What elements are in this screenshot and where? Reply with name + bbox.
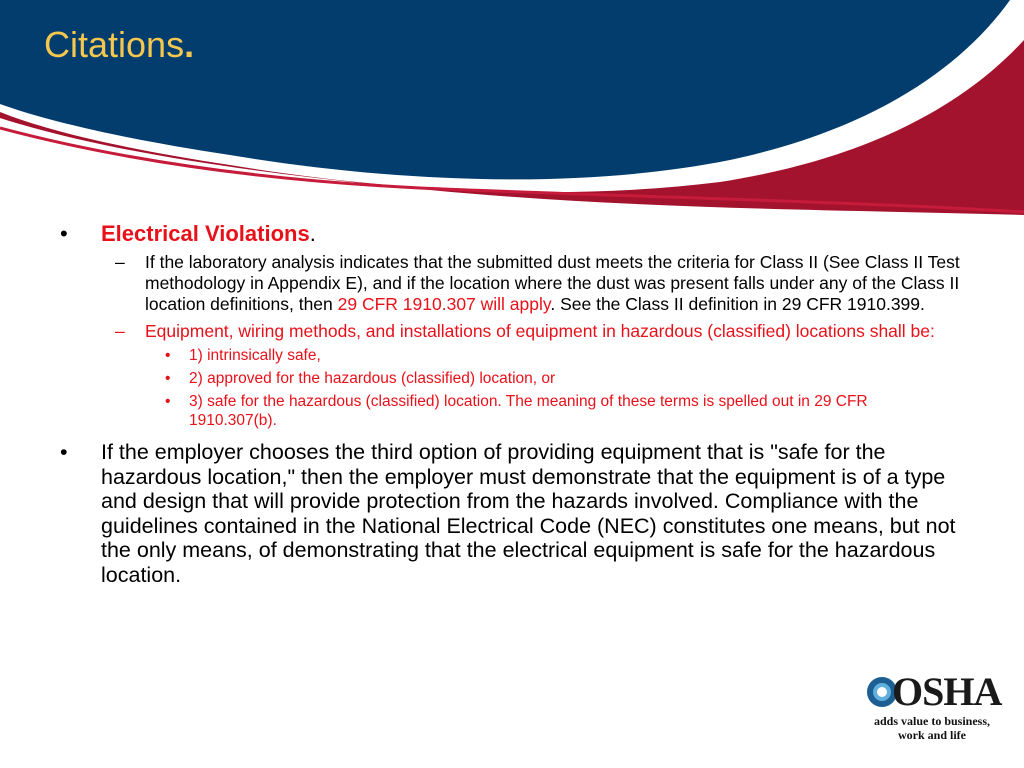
slide-title-text: Citations xyxy=(44,24,185,65)
dash-marker: – xyxy=(115,321,125,341)
sub-bullet-equipment xyxy=(115,321,935,342)
bullet-heading-suffix: . xyxy=(309,221,316,246)
bullet-text: If the employer chooses the third option of providing equipment that is "safe for the hazardous location," then the employer must demonstrate that the equipment is of a type and design that will provide protection from the hazards involved. Compliance with the guidelines contained in the National Electrical Code (NEC) constitutes one means, but not the only means, of demonstrating that the electrical equipment is safe for the hazardous location. xyxy=(101,440,956,587)
osha-tagline-line-2: work and life xyxy=(897,728,966,742)
osha-logo-text: OSHA xyxy=(892,669,1002,714)
osha-logo xyxy=(862,668,1002,748)
sub-bullet-highlight: 29 CFR 1910.307 will apply xyxy=(337,294,551,314)
bullet-marker: • xyxy=(165,347,171,364)
slide-title xyxy=(44,24,194,66)
list-item-approved xyxy=(165,369,949,388)
bullet-employer-third-option xyxy=(60,440,961,587)
slide-title-period: . xyxy=(184,24,195,65)
dash-marker: – xyxy=(115,252,125,272)
sub-bullet-lab-analysis xyxy=(115,252,965,315)
sub-bullet-text-a: If the laboratory analysis indicates that the submitted dust meets the criteria for Class II (See Class II Test methodology in Appendix E), and if the location where the dust was present falls under any of the Class II location definitions, then xyxy=(145,252,960,314)
sub-bullet-text: Equipment, wiring methods, and installations of equipment in hazardous (classified) locations shall be: xyxy=(145,321,935,341)
bullet-marker: • xyxy=(60,221,68,246)
list-item-safe-for-location xyxy=(165,392,949,430)
osha-tagline-line-1: adds value to business, xyxy=(873,714,991,728)
osha-logo-tagline xyxy=(866,714,998,742)
bullet-marker: • xyxy=(60,440,68,464)
bullet-heading: Electrical Violations xyxy=(101,221,310,246)
sub-bullet-text-b: . See the Class II definition in 29 CFR 1910.399. xyxy=(550,294,925,314)
bullet-electrical-violations xyxy=(60,222,960,246)
list-item-intrinsically-safe xyxy=(165,346,949,365)
bullet-marker: • xyxy=(165,370,171,387)
slide-body xyxy=(60,222,960,587)
list-item-text: 3) safe for the hazardous (classified) location. The meaning of these terms is spelled out in 29 CFR 1910.307(b). xyxy=(189,393,868,429)
bullet-marker: • xyxy=(165,393,171,410)
list-item-text: 2) approved for the hazardous (classified) location, or xyxy=(189,370,556,387)
list-item-text: 1) intrinsically safe, xyxy=(189,347,321,364)
